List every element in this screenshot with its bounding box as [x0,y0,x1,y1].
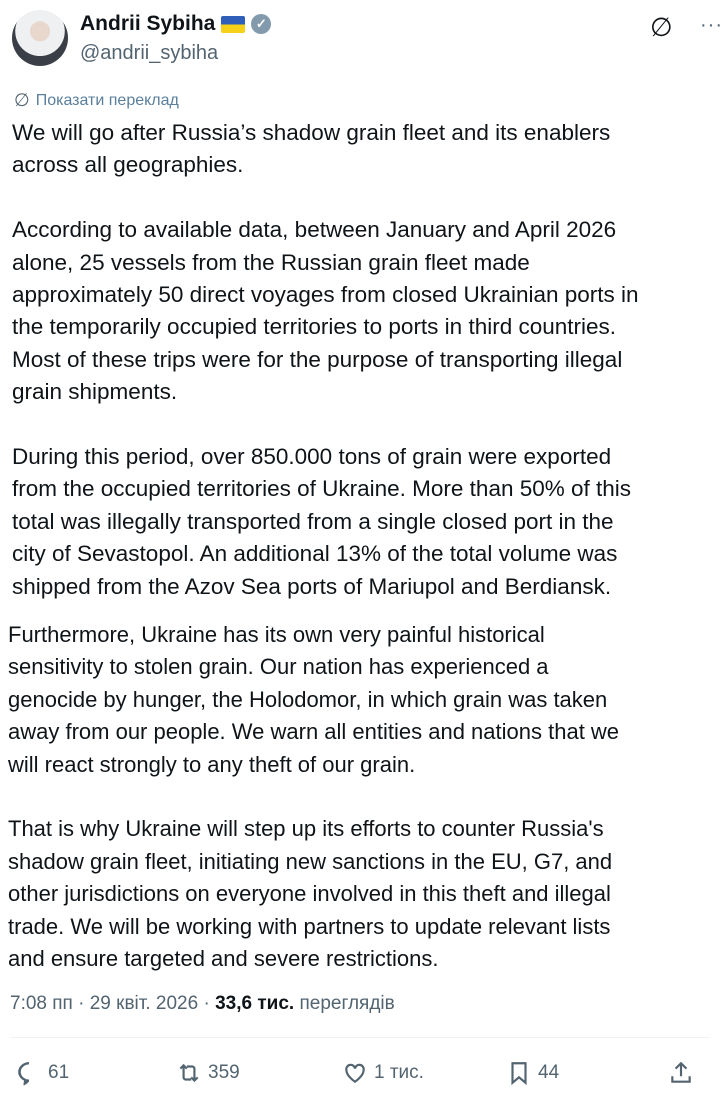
text-line: grain shipments. [12,379,178,405]
repost-button[interactable] [176,1060,240,1086]
text-line: and ensure targeted and severe restrictions. [8,946,439,972]
divider [10,1037,710,1038]
text-line: genocide by hunger, the Holodomor, in which grain was taken [8,686,608,712]
translate-icon: ∅ [14,90,30,110]
text-line: from the occupied territories of Ukraine. More than 50% of this [12,476,632,502]
translate-label: Показати переклад [35,91,179,109]
text-line: That is why Ukraine will step up its efforts to counter Russia's [8,816,604,842]
text-line: alone, 25 vessels from the Russian grain fleet made [12,249,530,275]
text-line: Most of these trips were for the purpose of transporting illegal [12,346,623,372]
views-label: переглядів [299,993,395,1014]
heart-icon [342,1060,368,1086]
text-line: the temporarily occupied territories to ports in third countries. [12,314,617,340]
share-button[interactable] [668,1060,694,1086]
author-name-row[interactable] [80,12,271,36]
avatar[interactable] [12,10,68,66]
tweet-text-part2 [8,619,619,975]
text-line: We will go after Russia’s shadow grain fleet and its enablers [12,120,611,145]
text-line: away from our people. We warn all entities and nations that we [8,719,620,745]
repost-icon [176,1060,202,1086]
text-line: Furthermore, Ukraine has its own very painful historical [8,622,545,647]
reply-icon [16,1060,42,1086]
text-line: city of Sevastopol. An additional 13% of the total volume was [12,541,618,567]
bookmark-icon [506,1060,532,1086]
grok-icon[interactable]: ∅ [650,12,673,42]
like-button[interactable] [342,1060,424,1086]
like-count: 1 тис. [374,1062,424,1083]
author-name[interactable]: Andrii Sybiha [80,12,216,35]
text-line: trade. We will be working with partners to update relevant lists [8,913,611,939]
view-count: 33,6 тис. [215,993,295,1014]
share-icon [668,1060,694,1086]
more-icon[interactable]: ··· [700,14,723,36]
tweet-text-part1 [12,117,639,603]
paragraph-gap [8,781,619,813]
show-translation-link[interactable] [14,90,179,111]
repost-count: 359 [208,1062,240,1083]
tweet-date[interactable]: 29 квіт. 2026 [89,993,199,1014]
author-handle[interactable]: @andrii_sybiha [80,42,219,64]
bookmark-count: 44 [538,1062,560,1083]
verified-badge-icon[interactable]: ✓ [251,14,271,34]
text-line: total was illegally transported from a single closed port in the [12,508,614,534]
text-line: According to available data, between January and April 2026 [12,217,617,243]
text-line: shipped from the Azov Sea ports of Mariupol and Berdiansk. [12,573,612,599]
text-line: During this period, over 850.000 tons of grain were exported [12,444,612,470]
text-line: other jurisdictions on everyone involved in this theft and illegal [8,881,611,907]
text-line: across all geographies. [12,152,244,178]
text-line: sensitivity to stolen grain. Our nation has experienced a [8,654,549,680]
paragraph-gap [12,182,639,214]
ukraine-flag-icon [221,16,245,33]
paragraph-gap [12,409,639,441]
text-line: approximately 50 direct voyages from closed Ukrainian ports in [12,282,639,308]
reply-count: 61 [48,1062,70,1083]
text-line: will react strongly to any theft of our grain. [8,751,416,777]
tweet-meta: 7:08 пп · 29 квіт. 2026 · 33,6 тис. переглядів [10,993,395,1014]
reply-button[interactable] [16,1060,69,1086]
bookmark-button[interactable] [506,1060,559,1086]
text-line: shadow grain fleet, initiating new sanctions in the EU, G7, and [8,848,613,874]
tweet-time[interactable]: 7:08 пп [10,993,73,1014]
